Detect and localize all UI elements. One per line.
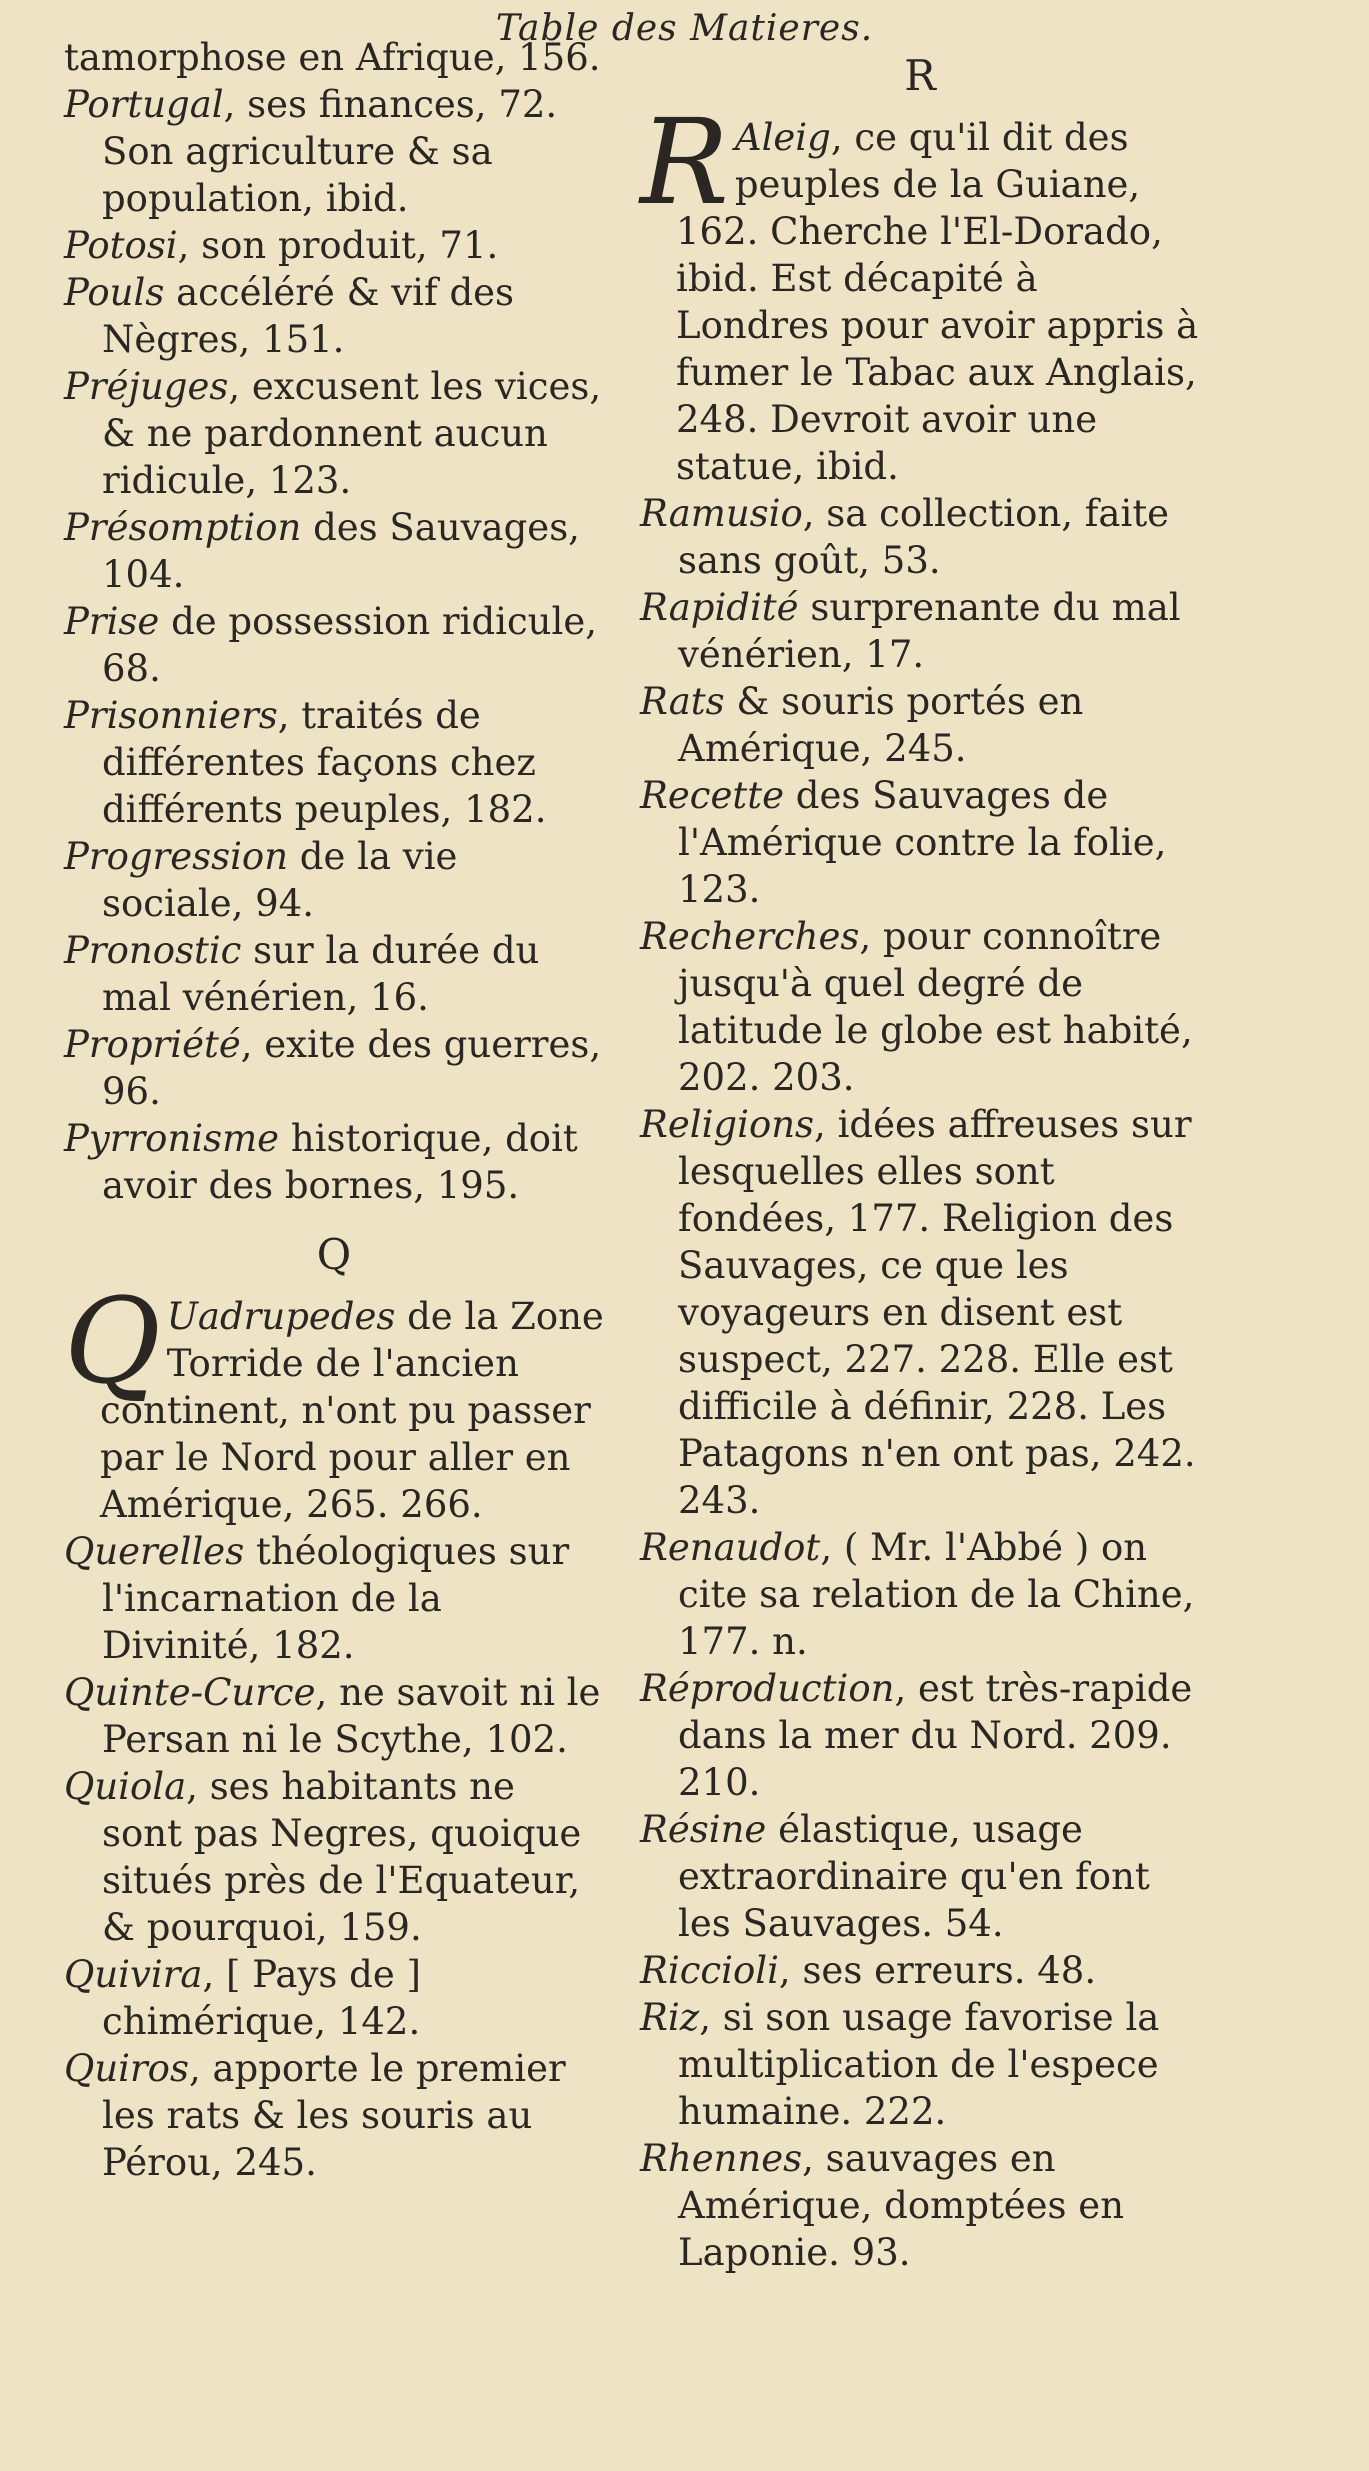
index-entry: Préjuges, excusent les vices, & ne pardonnent aucun ridicule, 123. <box>64 365 602 502</box>
index-entry: Quivira, [ Pays de ] chimérique, 142. <box>64 1953 421 2043</box>
section-letter-r: R <box>904 51 936 100</box>
drop-cap: Q <box>64 1272 161 1410</box>
section-letter-q: Q <box>316 1230 352 1279</box>
index-entry: Quiola, ses habitants ne sont pas Negres, quoique situés près de l'Equateur, & pourquoi, 159. <box>64 1765 582 1949</box>
index-entry: Réproduction, est très-rapide dans la mer du Nord. 209. 210. <box>640 1667 1193 1804</box>
index-entry: Propriété, exite des guerres, 96. <box>64 1023 602 1113</box>
index-entry: Pouls accéléré & vif des Nègres, 151. <box>64 271 515 361</box>
running-head: Table des Matieres. <box>495 8 874 49</box>
index-entry: Quinte-Curce, ne savoit ni le Persan ni le Scythe, 102. <box>64 1671 601 1761</box>
index-entry: Recette des Sauvages de l'Amérique contre la folie, 123. <box>640 774 1167 911</box>
left-column <box>64 34 604 2186</box>
index-entry: Quiros, apporte le premier les rats & les souris au Pérou, 245. <box>64 2047 566 2184</box>
index-entry: Q Uadrupedes de la Zone Torride de l'ancien continent, n'ont pu passer par le Nord pour aller en Amérique, 265. 266. <box>64 1272 604 1526</box>
drop-cap: R <box>640 93 729 231</box>
index-entry: Portugal, ses finances, 72. Son agriculture & sa population, ibid. <box>64 83 558 220</box>
index-entry: Prisonniers, traités de différentes façons chez différents peuples, 182. <box>64 694 547 831</box>
index-entry: Progression de la vie sociale, 94. <box>64 835 458 925</box>
index-entry: Pronostic sur la durée du mal vénérien, 16. <box>64 929 540 1019</box>
index-entry: Résine élastique, usage extraordinaire qu'en font les Sauvages. 54. <box>640 1808 1150 1945</box>
index-entry: Querelles théologiques sur l'incarnation de la Divinité, 182. <box>64 1530 570 1667</box>
right-column <box>640 34 1200 2276</box>
index-entry: Potosi, son produit, 71. <box>64 224 499 267</box>
index-entry: Rapidité surprenante du mal vénérien, 17. <box>640 586 1181 676</box>
index-entry: Présomption des Sauvages, 104. <box>64 506 580 596</box>
index-entry: Rats & souris portés en Amérique, 245. <box>640 680 1084 770</box>
index-entry: Ramusio, sa collection, faite sans goût, 53. <box>640 492 1170 582</box>
index-entry: R Aleig, ce qu'il dit des peuples de la Guiane, 162. Cherche l'El-Dorado, ibid. Est décapité à Londres pour avoir appris à fumer le Tabac aux Anglais, 248. Devroit avoir une statue, ibid. <box>640 93 1199 488</box>
index-entry: Religions, idées affreuses sur lesquelles elles sont fondées, 177. Religion des Sauvages, ce que les voyageurs en disent est suspect, 227. 228. Elle est difficile à définir, 228. Les Patagons n'en ont pas, 242. 243. <box>640 1103 1196 1522</box>
index-entry: tamorphose en Afrique, 156. <box>64 36 601 79</box>
index-entry: Prise de possession ridicule, 68. <box>64 600 598 690</box>
index-entry: Recherches, pour connoître jusqu'à quel degré de latitude le globe est habité, 202. 203. <box>640 915 1193 1099</box>
index-entry: Renaudot, ( Mr. l'Abbé ) on cite sa relation de la Chine, 177. n. <box>640 1526 1195 1663</box>
index-entry: Pyrronisme historique, doit avoir des bornes, 195. <box>64 1117 578 1207</box>
index-entry: Riz, si son usage favorise la multiplication de l'espece humaine. 222. <box>640 1996 1160 2133</box>
index-entry: Riccioli, ses erreurs. 48. <box>640 1949 1097 1992</box>
index-entry: Rhennes, sauvages en Amérique, domptées en Laponie. 93. <box>640 2137 1125 2274</box>
